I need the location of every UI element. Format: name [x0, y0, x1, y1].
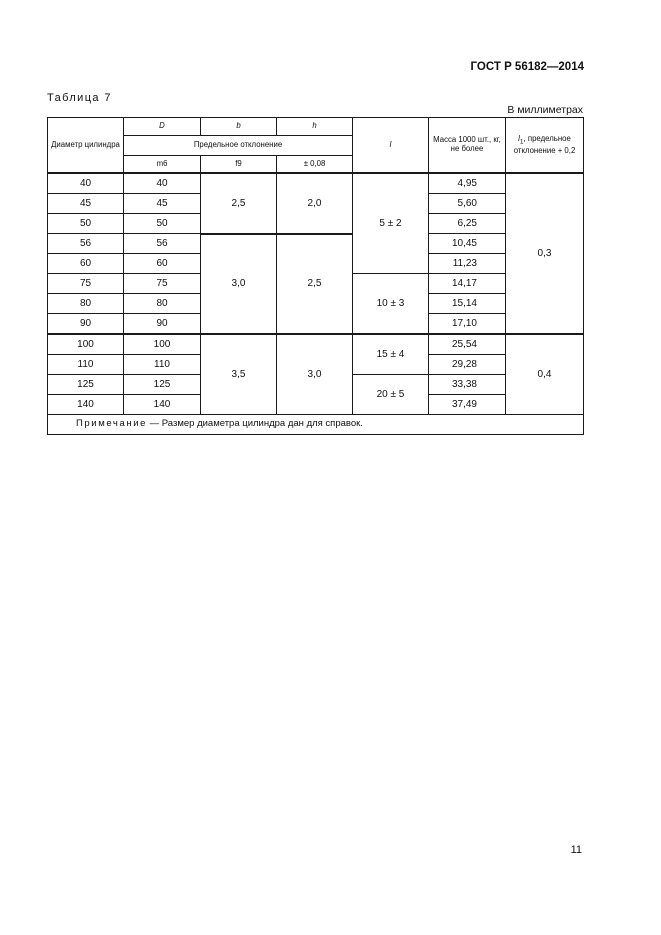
cell-b-group1: 2,5 [201, 173, 277, 234]
cell-mass: 5,60 [429, 194, 506, 214]
cell-h-group1: 2,0 [277, 173, 353, 234]
table-row [48, 334, 584, 355]
dimensions-table [47, 117, 584, 435]
cell-mass: 11,23 [429, 254, 506, 274]
header-D: D [124, 118, 201, 136]
cell-mass: 6,25 [429, 214, 506, 234]
cell-D: 125 [124, 375, 201, 395]
cell-h-group3: 3,0 [277, 334, 353, 415]
header-mass: Масса 1000 шт., кг, не более [429, 118, 506, 174]
cell-diameter: 75 [48, 274, 124, 294]
header-tol-b: f9 [201, 156, 277, 174]
l1-symbol: l [518, 133, 520, 143]
cell-diameter: 90 [48, 314, 124, 335]
document-standard-header: ГОСТ Р 56182—2014 [470, 61, 584, 73]
table-footer [48, 415, 584, 435]
table-row [48, 173, 584, 194]
cell-D: 40 [124, 173, 201, 194]
cell-D: 60 [124, 254, 201, 274]
cell-diameter: 40 [48, 173, 124, 194]
cell-diameter: 45 [48, 194, 124, 214]
cell-mass: 37,49 [429, 395, 506, 415]
cell-mass: 15,14 [429, 294, 506, 314]
l1-subscript: 1 [519, 138, 524, 146]
header-tol-D: m6 [124, 156, 201, 174]
header-l: l [353, 118, 429, 174]
table-caption: Таблица 7 [47, 92, 112, 104]
cell-mass: 4,95 [429, 173, 506, 194]
cell-l-group2: 10 ± 3 [353, 274, 429, 335]
header-diameter: Диаметр цилиндра [48, 118, 124, 174]
cell-D: 100 [124, 334, 201, 355]
cell-l1-group2: 0,4 [506, 334, 584, 415]
header-l1 [506, 118, 584, 174]
cell-diameter: 80 [48, 294, 124, 314]
cell-mass: 33,38 [429, 375, 506, 395]
cell-mass: 14,17 [429, 274, 506, 294]
cell-diameter: 110 [48, 355, 124, 375]
header-tol-h: ± 0,08 [277, 156, 353, 174]
table-row [48, 234, 584, 254]
cell-l-group3: 15 ± 4 [353, 334, 429, 375]
cell-D: 140 [124, 395, 201, 415]
units-note: В миллиметрах [507, 104, 583, 116]
page-number: 11 [570, 844, 582, 856]
cell-l-group4: 20 ± 5 [353, 375, 429, 415]
header-b: b [201, 118, 277, 136]
l1-text: , предельное отклонение + 0,2 [513, 133, 576, 156]
cell-D: 80 [124, 294, 201, 314]
cell-mass: 25,54 [429, 334, 506, 355]
cell-D: 75 [124, 274, 201, 294]
cell-mass: 29,28 [429, 355, 506, 375]
table-body-group-1 [48, 173, 584, 334]
cell-D: 90 [124, 314, 201, 335]
cell-diameter: 56 [48, 234, 124, 254]
cell-b-group2: 3,0 [201, 234, 277, 335]
cell-diameter: 125 [48, 375, 124, 395]
cell-D: 50 [124, 214, 201, 234]
note-label: Примечание [76, 418, 147, 430]
cell-l-group1: 5 ± 2 [353, 173, 429, 274]
header-deviation: Предельное отклонение [124, 136, 353, 156]
cell-diameter: 50 [48, 214, 124, 234]
table-body-group-2 [48, 334, 584, 415]
cell-b-group3: 3,5 [201, 334, 277, 415]
cell-h-group2: 2,5 [277, 234, 353, 335]
cell-mass: 17,10 [429, 314, 506, 335]
cell-diameter: 60 [48, 254, 124, 274]
cell-diameter: 140 [48, 395, 124, 415]
cell-l1-group1: 0,3 [506, 173, 584, 334]
cell-D: 56 [124, 234, 201, 254]
cell-D: 110 [124, 355, 201, 375]
cell-mass: 10,45 [429, 234, 506, 254]
note-text: — Размер диаметра цилиндра дан для справок. [147, 418, 363, 430]
header-h: h [277, 118, 353, 136]
table-note [48, 415, 584, 435]
cell-diameter: 100 [48, 334, 124, 355]
cell-D: 45 [124, 194, 201, 214]
